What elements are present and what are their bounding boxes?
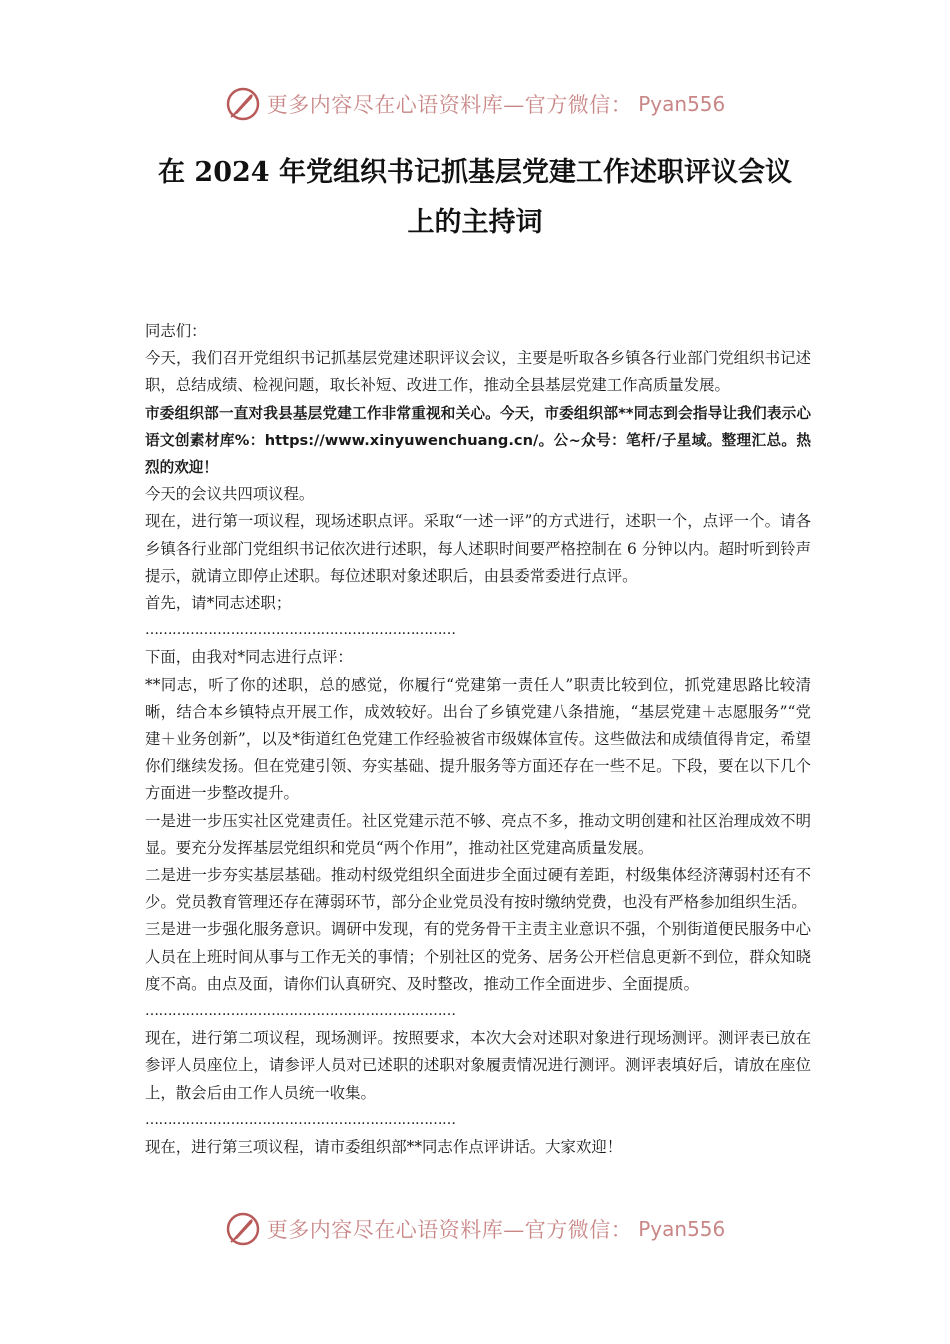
salutation: 同志们： [145, 322, 207, 340]
document-title [100, 148, 850, 248]
paragraph: 二是进一步夯实基层基础。推动村级党组织全面进步全面过硬有差距，村级集体经济薄弱村还有不少。党员教育管理还存在薄弱环节，部分企业党员没有按时缴纳党费，也没有严格参加组织生活。 [145, 866, 811, 912]
paragraph: 下面，由我对*同志进行点评： [145, 648, 353, 667]
quill-pen-logo-icon [225, 1211, 261, 1247]
paragraph: 现在，进行第二项议程，现场测评。按照要求，本次大会对述职对象进行现场测评。测评表已放在参评人员座位上，请参评人员对已述职的述职对象履责情况进行测评。测评表填好后，请放在座位上，散会后由工作人员统一收集。 [145, 1029, 811, 1102]
paragraph: 今天的会议共四项议程。 [145, 485, 315, 504]
paragraph: 现在，进行第一项议程，现场述职点评。采取“一述一评”的方式进行，述职一个，点评一个。请各乡镇各行业部门党组织书记依次进行述职，每人述职时间要严格控制在 6 分钟以内。超时听到铃声提示，就请立即停止述职。每位述职对象述职后，由县委常委进行点评。 [145, 512, 811, 585]
banner-handle: Pyan556 [638, 1217, 726, 1241]
banner-handle: Pyan556 [638, 92, 726, 116]
header-banner [0, 84, 950, 124]
promo-paragraph: 市委组织部一直对我县基层党建工作非常重视和关心。今天，市委组织部**同志到会指导让我们表示心语文创素材库%：https://www.xinyuwenchuang.cn/。公~众号：笔杆/子星域。整理汇总。热烈的欢迎！ [145, 404, 811, 477]
document-body [145, 318, 811, 1161]
dotted-separator: …………………………………………………………… [145, 1111, 456, 1128]
banner-text: 更多内容尽在心语资料库—官方微信： [266, 93, 633, 117]
quill-pen-logo-icon [225, 86, 261, 122]
paragraph: 首先，请*同志述职； [145, 594, 292, 613]
title-line-2: 上的主持词 [407, 207, 543, 238]
paragraph: 现在，进行第三项议程，请市委组织部**同志作点评讲话。大家欢迎！ [145, 1138, 623, 1157]
paragraph: 今天，我们召开党组织书记抓基层党建述职评议会议，主要是听取各乡镇各行业部门党组织书记述职，总结成绩、检视问题，取长补短、改进工作，推动全县基层党建工作高质量发展。 [145, 349, 811, 395]
paragraph: 一是进一步压实社区党建责任。社区党建示范不够、亮点不多，推动文明创建和社区治理成效不明显。要充分发挥基层党组织和党员“两个作用”，推动社区党建高质量发展。 [145, 811, 811, 857]
dotted-separator: …………………………………………………………… [145, 1003, 456, 1020]
dotted-separator: …………………………………………………………… [145, 622, 456, 639]
paragraph: 三是进一步强化服务意识。调研中发现，有的党务骨干主责主业意识不强，个别街道便民服务中心人员在上班时间从事与工作无关的事情；个别社区的党务、居务公开栏信息更新不到位，群众知晓度不高。由点及面，请你们认真研究、及时整改，推动工作全面进步、全面提质。 [145, 920, 811, 993]
banner-text: 更多内容尽在心语资料库—官方微信： [266, 1218, 633, 1242]
paragraph: **同志，听了你的述职，总的感觉，你履行“党建第一责任人”职责比较到位，抓党建思路比较清晰，结合本乡镇特点开展工作，成效较好。出台了乡镇党建八条措施，“基层党建＋志愿服务”“党建＋业务创新”，以及*街道红色党建工作经验被省市级媒体宣传。这些做法和成绩值得肯定，希望你们继续发扬。但在党建引领、夯实基础、提升服务等方面还存在一些不足。下段，要在以下几个方面进一步整改提升。 [145, 675, 811, 803]
title-line-1: 在 2024 年党组织书记抓基层党建工作述职评议会议 [158, 157, 792, 188]
footer-banner [0, 1209, 950, 1249]
